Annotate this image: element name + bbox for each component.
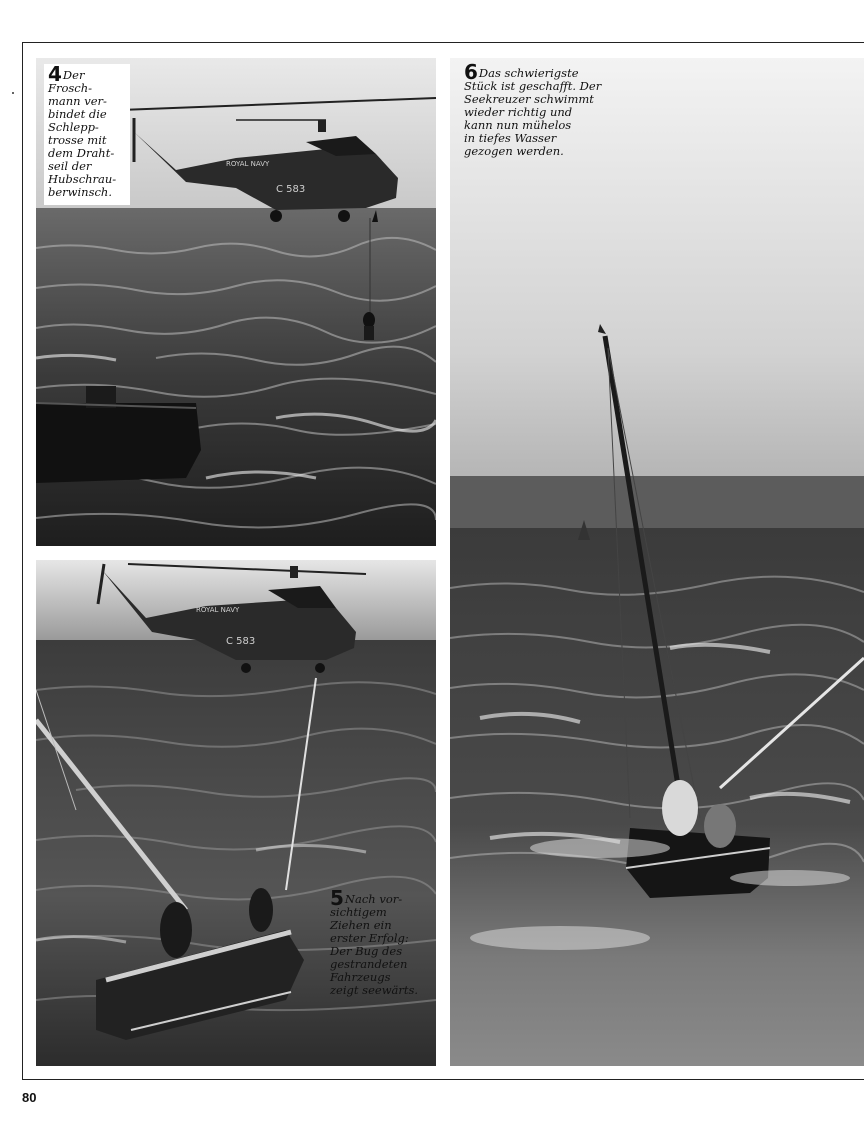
caption-4: [44, 64, 130, 205]
helicopter-marking: ROYAL NAVY: [226, 160, 270, 168]
caption-4-number: 4: [48, 62, 62, 86]
caption-6-number: 6: [464, 60, 478, 84]
helicopter-id: C 583: [276, 184, 306, 195]
caption-5-text: Nach vor- sichtigem Ziehen ein erster Erfolg: Der Bug des gestrandeten Fahrzeugs zeigt seewärts.: [330, 892, 419, 997]
caption-5-number: 5: [330, 886, 344, 910]
caption-4-text: Der Frosch- mann ver- bindet die Schlepp- trosse mit dem Draht- seil der Hubschrau- berwinsch.: [48, 68, 117, 199]
caption-6: [464, 60, 634, 158]
caption-5: [330, 886, 434, 997]
photo-sailboat-afloat: [450, 58, 864, 1066]
caption-6-text: Das schwierigste Stück ist geschafft. Der Seekreuzer schwimmt wieder richtig und kann nun mühelos in tiefes Wasser gezogen werden.: [464, 66, 602, 158]
helicopter-marking: ROYAL NAVY: [196, 606, 240, 614]
photo-6-image: [450, 58, 864, 1066]
helicopter-id: C 583: [226, 636, 256, 647]
page-number: 80: [22, 1090, 37, 1105]
print-speck: [12, 92, 14, 94]
